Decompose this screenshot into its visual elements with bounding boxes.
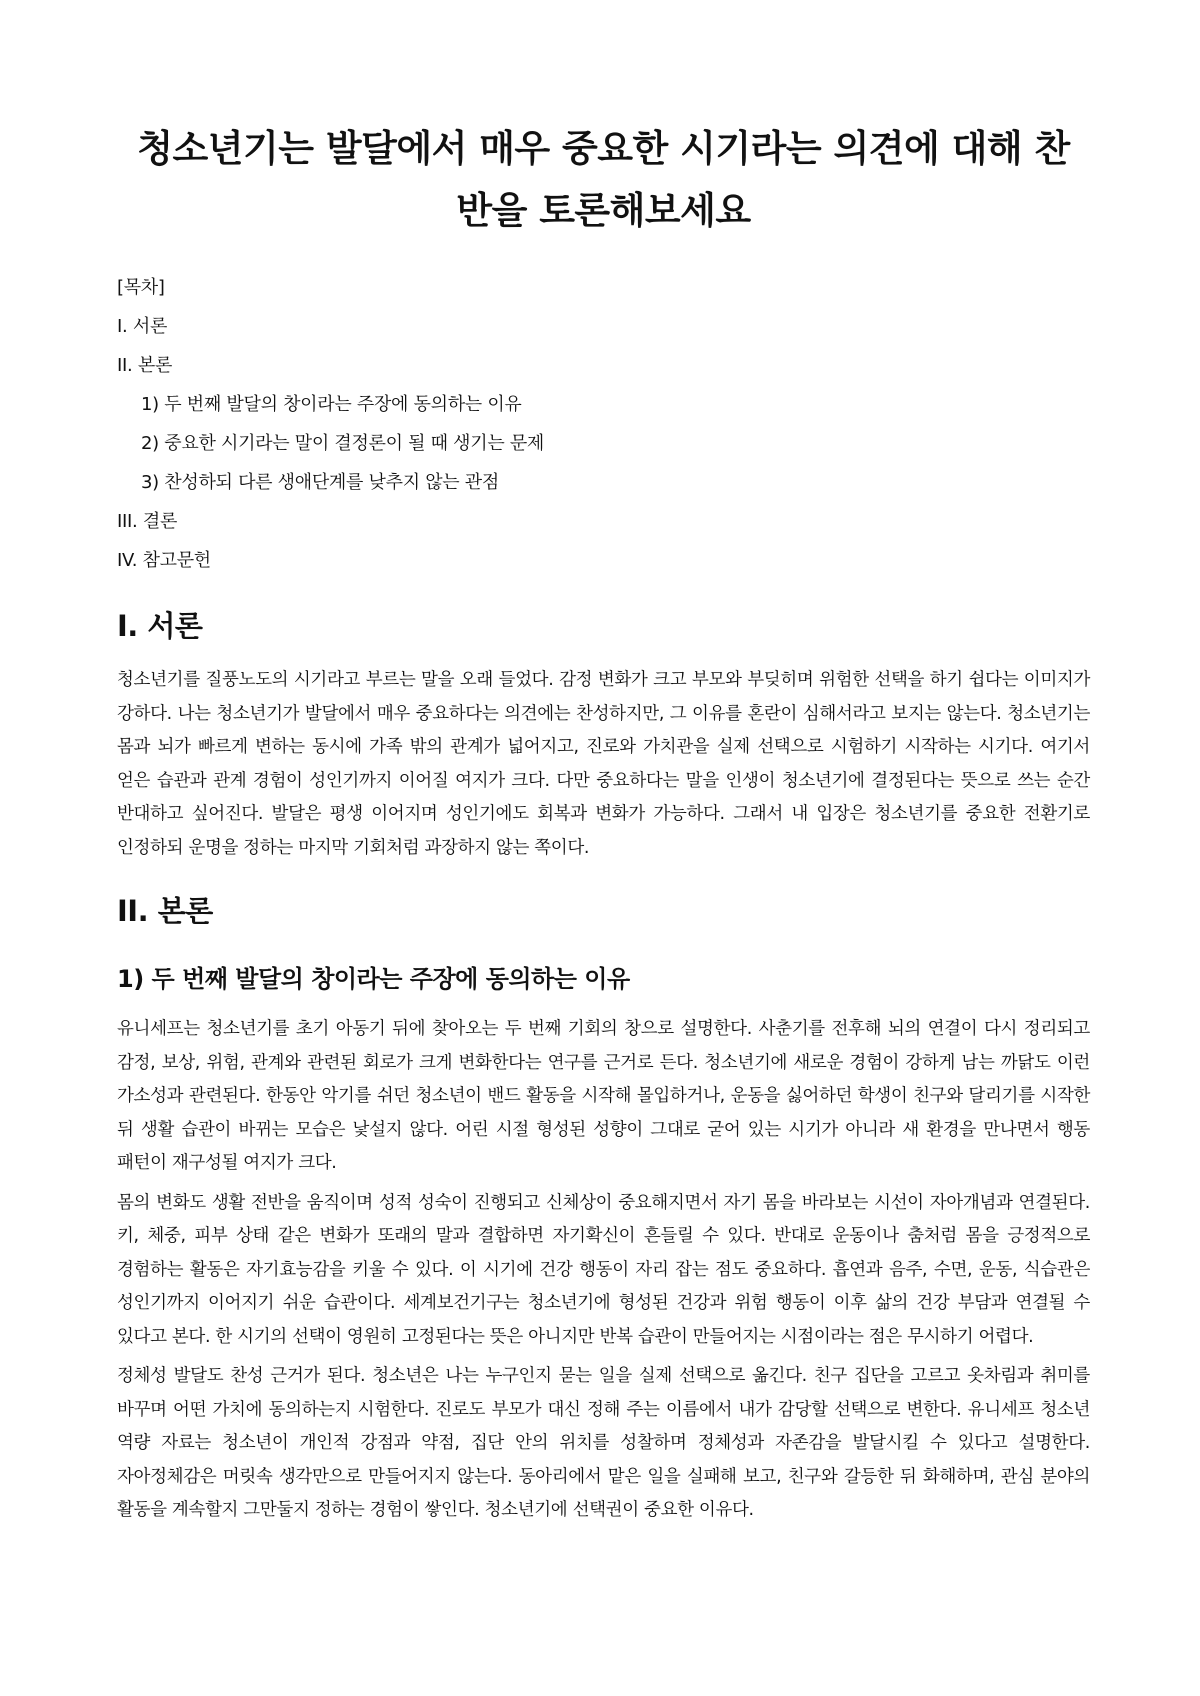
toc-item-references: IV. 참고문헌 [117, 550, 211, 571]
toc-item-introduction: I. 서론 [117, 316, 168, 337]
document-title: 청소년기는 발달에서 매우 중요한 시기라는 의견에 대해 찬반을 토론해보세요 [137, 127, 1070, 232]
body-paragraph-3: 정체성 발달도 찬성 근거가 된다. 청소년은 나는 누구인지 묻는 일을 실제 선택으로 옮긴다. 친구 집단을 고르고 옷차림과 취미를 바꾸며 어떤 가치에 동의하는지 시험한다. 진로도 부모가 대신 정해 주는 이름에서 내가 감당할 선택으로 변한다. 유니세프 청소년 역량 자료는 청소년이 개인적 강점과 약점, 집단 안의 위치를 성찰하며 정체성과 자존감을 발달시킬 수 있다고 설명한다. 자아정체감은 머릿속 생각만으로 만들어지지 않는다. 동아리에서 맡은 일을 실패해 보고, 친구와 갈등한 뒤 화해하며, 관심 분야의 활동을 계속할지 그만둘지 정하는 경험이 쌓인다. 청소년기에 선택권이 중요한 이유다. [117, 1366, 1090, 1520]
toc-item-body-1: 1) 두 번째 발달의 창이라는 주장에 동의하는 이유 [141, 394, 522, 415]
toc-item-body-2: 2) 중요한 시기라는 말이 결정론이 될 때 생기는 문제 [141, 433, 545, 454]
body-paragraph-1: 유니세프는 청소년기를 초기 아동기 뒤에 찾아오는 두 번째 기회의 창으로 설명한다. 사춘기를 전후해 뇌의 연결이 다시 정리되고 감정, 보상, 위험, 관계와 관련된 회로가 크게 변화한다는 연구를 근거로 든다. 청소년기에 새로운 경험이 강하게 남는 까닭도 이런 가소성과 관련된다. 한동안 악기를 쉬던 청소년이 밴드 활동을 시작해 몰입하거나, 운동을 싫어하던 학생이 친구와 달리기를 시작한 뒤 생활 습관이 바뀌는 모습은 낯설지 않다. 어린 시절 형성된 성향이 그대로 굳어 있는 시기가 아니라 새 환경을 만나면서 행동 패턴이 재구성될 여지가 크다. [117, 1019, 1090, 1173]
toc-item-body: II. 본론 [117, 355, 173, 376]
section-heading-body: II. 본론 [117, 894, 213, 928]
section-heading-introduction: I. 서론 [117, 609, 203, 643]
table-of-contents [117, 268, 1090, 580]
body-paragraph-2: 몸의 변화도 생활 전반을 움직이며 성적 성숙이 진행되고 신체상이 중요해지면서 자기 몸을 바라보는 시선이 자아개념과 연결된다. 키, 체중, 피부 상태 같은 변화가 또래의 말과 결합하면 자기확신이 흔들릴 수 있다. 반대로 운동이나 춤처럼 몸을 긍정적으로 경험하는 활동은 자기효능감을 키울 수 있다. 이 시기에 건강 행동이 자리 잡는 점도 중요하다. 흡연과 음주, 수면, 운동, 식습관은 성인기까지 이어지기 쉬운 습관이다. 세계보건기구는 청소년기에 형성된 건강과 위험 행동이 이후 삶의 건강 부담과 연결될 수 있다고 본다. 한 시기의 선택이 영원히 고정된다는 뜻은 아니지만 반복 습관이 만들어지는 시점이라는 점은 무시하기 어렵다. [117, 1192, 1090, 1347]
toc-heading: [목차] [117, 277, 165, 298]
toc-item-conclusion: III. 결론 [117, 511, 178, 532]
introduction-paragraph: 청소년기를 질풍노도의 시기라고 부르는 말을 오래 들었다. 감정 변화가 크고 부모와 부딪히며 위험한 선택을 하기 쉽다는 이미지가 강하다. 나는 청소년기가 발달에서 매우 중요하다는 의견에는 찬성하지만, 그 이유를 혼란이 심해서라고 보지는 않는다. 청소년기는 몸과 뇌가 빠르게 변하는 동시에 가족 밖의 관계가 넓어지고, 진로와 가치관을 실제 선택으로 시험하기 시작하는 시기다. 여기서 얻은 습관과 관계 경험이 성인기까지 이어질 여지가 크다. 다만 중요하다는 말을 인생이 청소년기에 결정된다는 뜻으로 쓰는 순간 반대하고 싶어진다. 발달은 평생 이어지며 성인기에도 회복과 변화가 가능하다. 그래서 내 입장은 청소년기를 중요한 전환기로 인정하되 운명을 정하는 마지막 기회처럼 과장하지 않는 쪽이다. [117, 670, 1090, 858]
subsection-heading-1: 1) 두 번째 발달의 창이라는 주장에 동의하는 이유 [117, 965, 630, 993]
toc-item-body-3: 3) 찬성하되 다른 생애단계를 낮추지 않는 관점 [141, 472, 499, 493]
